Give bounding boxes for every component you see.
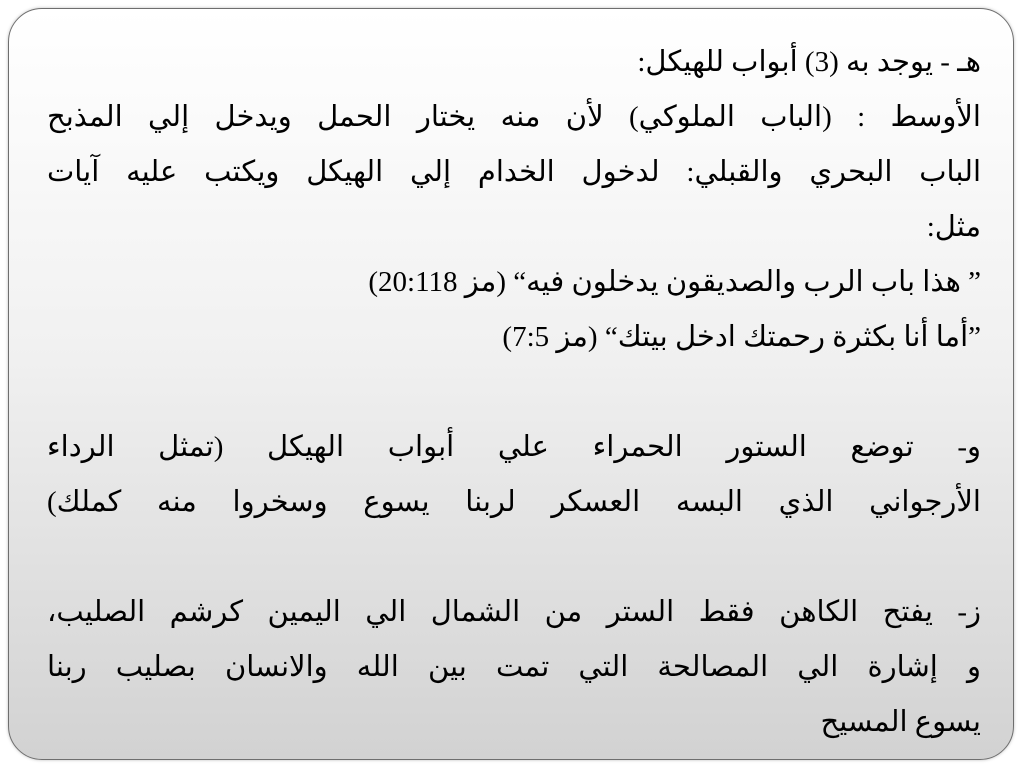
text-priest-opens-curtain: ز- يفتح الكاهن فقط الستر من الشمال الي اليمين كرشم الصليب، <box>47 596 981 628</box>
text-side-doors: الباب البحري والقبلي: لدخول الخدام إلي الهيكل ويكتب عليه آيات <box>47 156 981 188</box>
text-jesus-christ: يسوع المسيح <box>820 706 981 738</box>
text-example-label: مثل: <box>926 211 981 243</box>
verse-psalm-5: ”أما أنا بكثرة رحمتك ادخل بيتك“ (مز 7:5) <box>502 321 981 353</box>
text-red-curtains: و- توضع الستور الحمراء علي أبواب الهيكل (تمثل الرداء <box>47 431 981 463</box>
verse-psalm-118: ” هذا باب الرب والصديقون يدخلون فيه“ (مز 20:118) <box>368 266 981 298</box>
text-middle-door: الأوسط : (الباب الملوكي) لأن منه يختار الحمل ويدخل إلي المذبح <box>47 101 981 133</box>
text-purple-robe: الأرجواني الذي البسه العسكر لربنا يسوع وسخروا منه كملك) <box>47 486 981 518</box>
blank-line <box>47 530 981 585</box>
blank-line <box>47 365 981 420</box>
heading-doors: هـ - يوجد به (3) أبواب للهيكل: <box>637 46 981 78</box>
text-reconciliation: و إشارة الي المصالحة التي تمت بين الله والانسان بصليب ربنا <box>47 651 981 683</box>
slide-body <box>47 35 981 750</box>
slide-frame <box>8 8 1014 760</box>
